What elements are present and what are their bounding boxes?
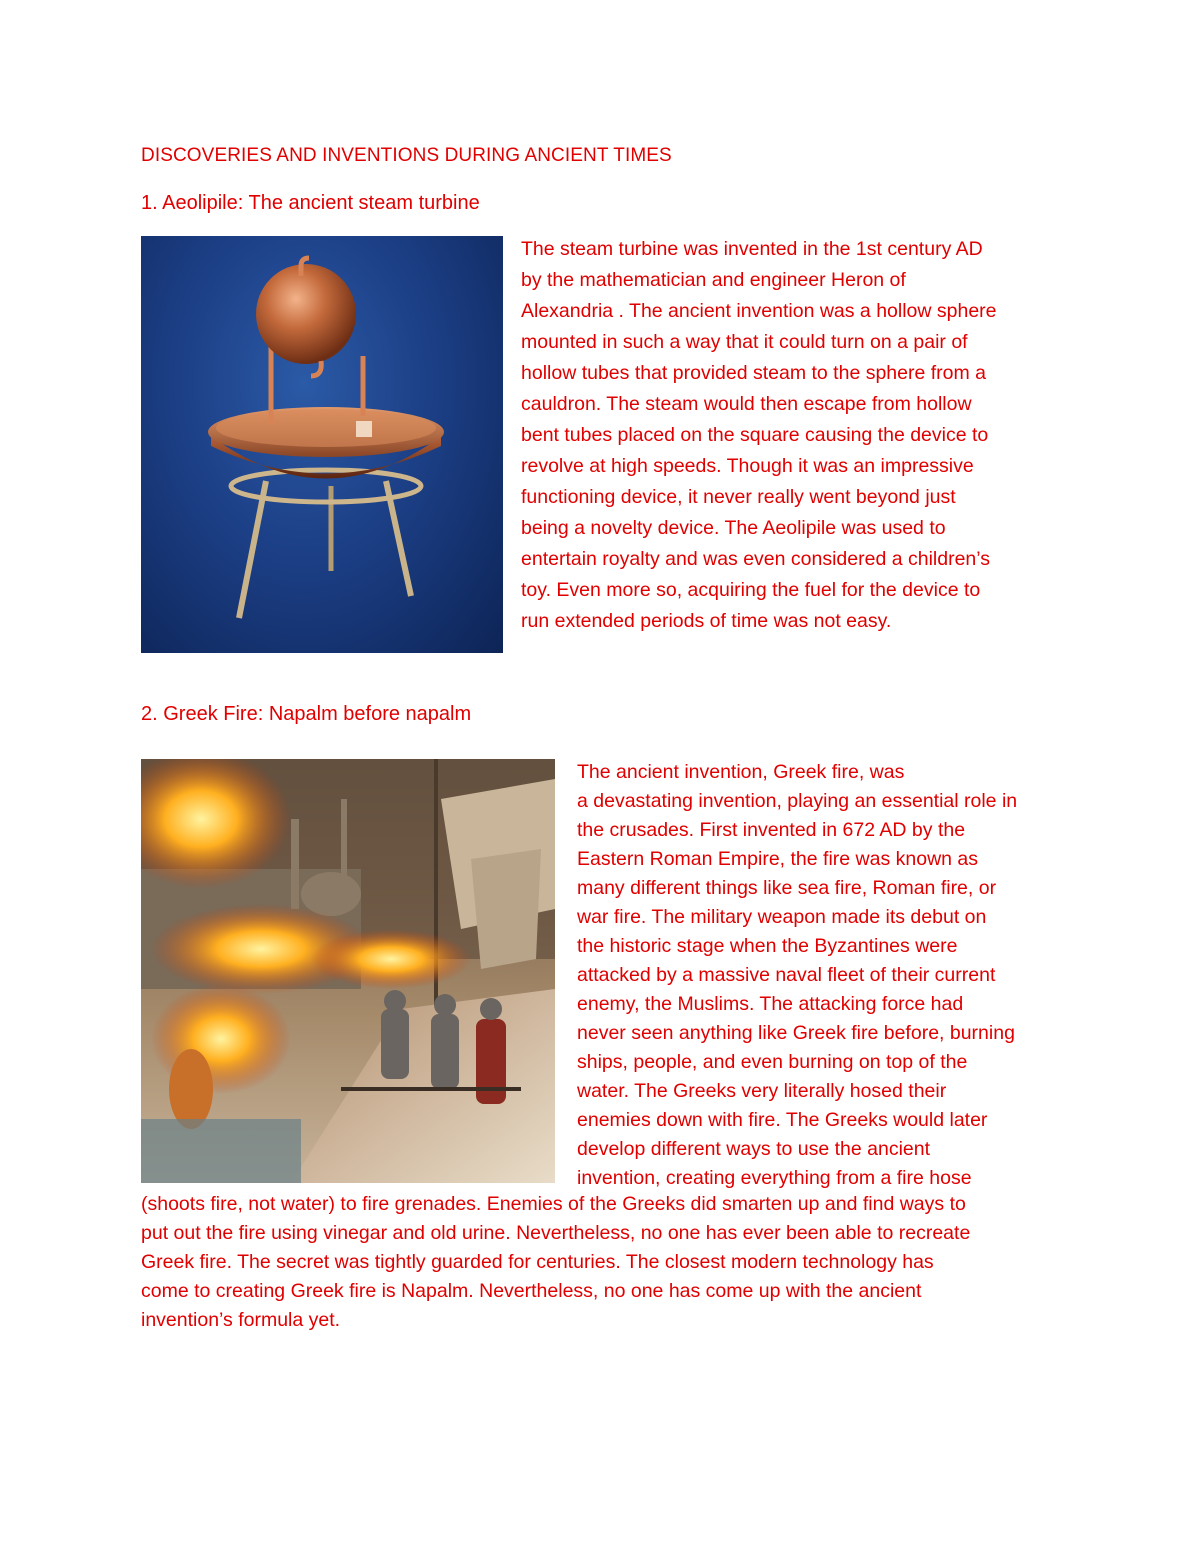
aeolipile-illustration bbox=[141, 236, 503, 653]
section-2-line: never seen anything like Greek fire before, burning bbox=[577, 1022, 1015, 1044]
section-1-line: functioning device, it never really went beyond just bbox=[521, 486, 956, 508]
section-2-line: the historic stage when the Byzantines were bbox=[577, 935, 958, 957]
section-2-line: attacked by a massive naval fleet of their current bbox=[577, 964, 996, 986]
section-2-line: many different things like sea fire, Roman fire, or bbox=[577, 877, 997, 899]
section-2-body-full bbox=[141, 1190, 1081, 1335]
section-1-line: being a novelty device. The Aeolipile was used to bbox=[521, 517, 946, 539]
section-1-heading: 1. Aeolipile: The ancient steam turbine bbox=[141, 192, 480, 214]
section-1-line: hollow tubes that provided steam to the sphere from a bbox=[521, 362, 987, 384]
section-1-line: bent tubes placed on the square causing the device to bbox=[521, 424, 989, 446]
section-2-line: The ancient invention, Greek fire, was bbox=[577, 761, 905, 783]
section-1-line: by the mathematician and engineer Heron of bbox=[521, 269, 906, 291]
section-2-line: come to creating Greek fire is Napalm. Nevertheless, no one has come up with the ancient bbox=[141, 1280, 922, 1302]
section-2-line: Greek fire. The secret was tightly guarded for centuries. The closest modern technology has bbox=[141, 1251, 934, 1273]
section-2-line: a devastating invention, playing an essential role in bbox=[577, 790, 1018, 812]
section-1-line: Alexandria . The ancient invention was a hollow sphere bbox=[521, 300, 997, 322]
section-2-line: put out the fire using vinegar and old urine. Nevertheless, no one has ever been able to recreate bbox=[141, 1222, 971, 1244]
section-1-line: mounted in such a way that it could turn on a pair of bbox=[521, 331, 968, 353]
section-2-line: (shoots fire, not water) to fire grenades. Enemies of the Greeks did smarten up and find ways to bbox=[141, 1193, 966, 1215]
section-2-line: enemy, the Muslims. The attacking force had bbox=[577, 993, 964, 1015]
section-2-body-wrapped bbox=[577, 758, 1077, 1193]
section-2-line: develop different ways to use the ancient bbox=[577, 1138, 931, 1160]
section-2-line: invention, creating everything from a fire hose bbox=[577, 1167, 972, 1189]
section-2-line: enemies down with fire. The Greeks would later bbox=[577, 1109, 988, 1131]
section-2-line: the crusades. First invented in 672 AD by the bbox=[577, 819, 966, 841]
document-title: DISCOVERIES AND INVENTIONS DURING ANCIENT TIMES bbox=[141, 145, 672, 166]
section-2-line: ships, people, and even burning on top of the bbox=[577, 1051, 968, 1073]
section-1-line: revolve at high speeds. Though it was an impressive bbox=[521, 455, 974, 477]
greek-fire-illustration bbox=[141, 759, 555, 1183]
section-1-line: cauldron. The steam would then escape from hollow bbox=[521, 393, 972, 415]
section-2-line: invention’s formula yet. bbox=[141, 1309, 341, 1331]
section-2-line: water. The Greeks very literally hosed their bbox=[577, 1080, 947, 1102]
section-1-body bbox=[521, 234, 1061, 637]
aeolipile-photo bbox=[141, 236, 503, 653]
section-2-line: Eastern Roman Empire, the fire was known as bbox=[577, 848, 979, 870]
section-1-line: run extended periods of time was not easy. bbox=[521, 610, 892, 632]
greek-fire-painting bbox=[141, 759, 555, 1183]
section-1-line: entertain royalty and was even considered a children’s bbox=[521, 548, 990, 570]
section-2-line: war fire. The military weapon made its debut on bbox=[577, 906, 987, 928]
section-1-line: The steam turbine was invented in the 1st century AD bbox=[521, 238, 983, 260]
section-2-heading: 2. Greek Fire: Napalm before napalm bbox=[141, 703, 472, 725]
section-1-line: toy. Even more so, acquiring the fuel for the device to bbox=[521, 579, 981, 601]
